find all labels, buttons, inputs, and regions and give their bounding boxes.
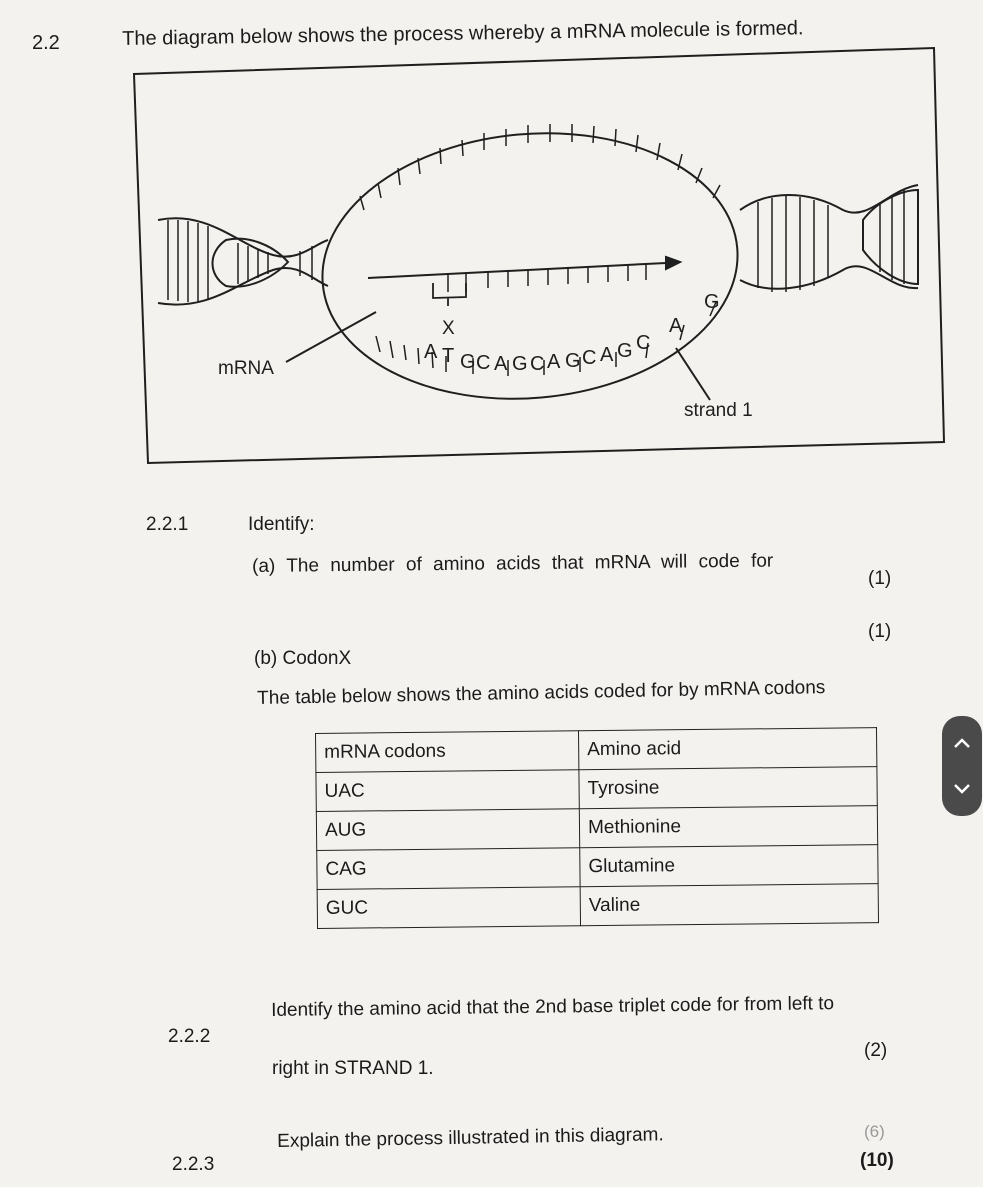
strand1-label: strand 1 xyxy=(684,400,753,421)
question-number: 2.2 xyxy=(32,32,60,54)
base-letter: A xyxy=(494,353,508,375)
q221b-marks: (1) xyxy=(868,621,892,642)
q221a-text: (a) The number of amino acids that mRNA will code for xyxy=(252,550,774,577)
q223-number: 2.2.3 xyxy=(172,1154,215,1175)
base-letter: A xyxy=(547,351,561,373)
codon-table xyxy=(315,727,879,929)
scroll-down-button[interactable] xyxy=(942,764,982,814)
mrna-pointer xyxy=(286,312,376,362)
mrna-strand xyxy=(368,263,666,278)
left-helix-rungs xyxy=(168,220,312,302)
strand1-pointer xyxy=(676,348,710,400)
table-intro: The table below shows the amino acids coded for by mRNA codons xyxy=(257,677,826,709)
table-cell: Valine xyxy=(580,884,878,926)
q221a-marks: (1) xyxy=(868,568,892,589)
base-letter: C xyxy=(476,352,491,374)
q223-text: Explain the process illustrated in this diagram. xyxy=(277,1124,664,1152)
q221b-text: (b) CodonX xyxy=(254,648,352,669)
question-intro: The diagram below shows the process whereby a mRNA molecule is formed. xyxy=(122,17,804,50)
base-letter: C xyxy=(582,347,597,369)
q223-marks: (6) xyxy=(864,1122,885,1141)
top-strand-ticks xyxy=(360,124,720,210)
q222-marks: (2) xyxy=(864,1040,888,1061)
q222-number: 2.2.2 xyxy=(168,1026,211,1047)
table-header-row xyxy=(316,728,877,773)
table-cell: Tyrosine xyxy=(579,767,877,809)
table-cell: UAC xyxy=(316,770,579,812)
q223-total: (10) xyxy=(860,1150,894,1171)
q222-line2: right in STRAND 1. xyxy=(272,1058,434,1079)
strand1-ticks xyxy=(376,302,716,376)
table-cell: Glutamine xyxy=(580,845,878,887)
chevron-down-icon xyxy=(952,782,972,796)
mrna-arrowhead xyxy=(666,257,680,269)
scroll-up-button[interactable] xyxy=(942,718,982,768)
base-letter: A xyxy=(424,341,438,363)
left-helix-top xyxy=(158,218,328,256)
base-letter: G xyxy=(704,291,720,313)
base-letter: G xyxy=(460,351,476,373)
table-header-cell: mRNA codons xyxy=(316,731,579,773)
base-letter: A xyxy=(600,344,614,366)
codon-x-label: X xyxy=(442,318,455,339)
base-letter: T xyxy=(442,345,455,367)
chevron-up-icon xyxy=(952,736,972,750)
diagram-frame xyxy=(134,48,944,463)
base-letter: G xyxy=(512,353,528,375)
table-row xyxy=(316,767,877,812)
table-row xyxy=(316,806,877,851)
base-letter: C xyxy=(636,332,651,354)
base-letter: A xyxy=(669,315,683,337)
table-row xyxy=(317,845,878,890)
mrna-label: mRNA xyxy=(218,358,274,379)
transcription-diagram xyxy=(128,40,948,470)
table-cell: AUG xyxy=(316,809,579,851)
q221-label: Identify: xyxy=(248,514,315,535)
table-cell: GUC xyxy=(317,887,580,929)
base-letter: G xyxy=(565,350,581,372)
codon-x-bracket xyxy=(433,283,466,306)
q222-line1: Identify the amino acid that the 2nd base triplet code for from left to xyxy=(271,993,835,1021)
table-header-cell: Amino acid xyxy=(578,728,876,770)
base-letter: C xyxy=(530,353,545,375)
table-cell: CAG xyxy=(317,848,580,890)
table-cell: Methionine xyxy=(579,806,877,848)
q221-number: 2.2.1 xyxy=(146,514,189,535)
table-row xyxy=(317,884,878,929)
base-letter: G xyxy=(617,340,633,362)
page-scroll-control xyxy=(942,716,982,816)
